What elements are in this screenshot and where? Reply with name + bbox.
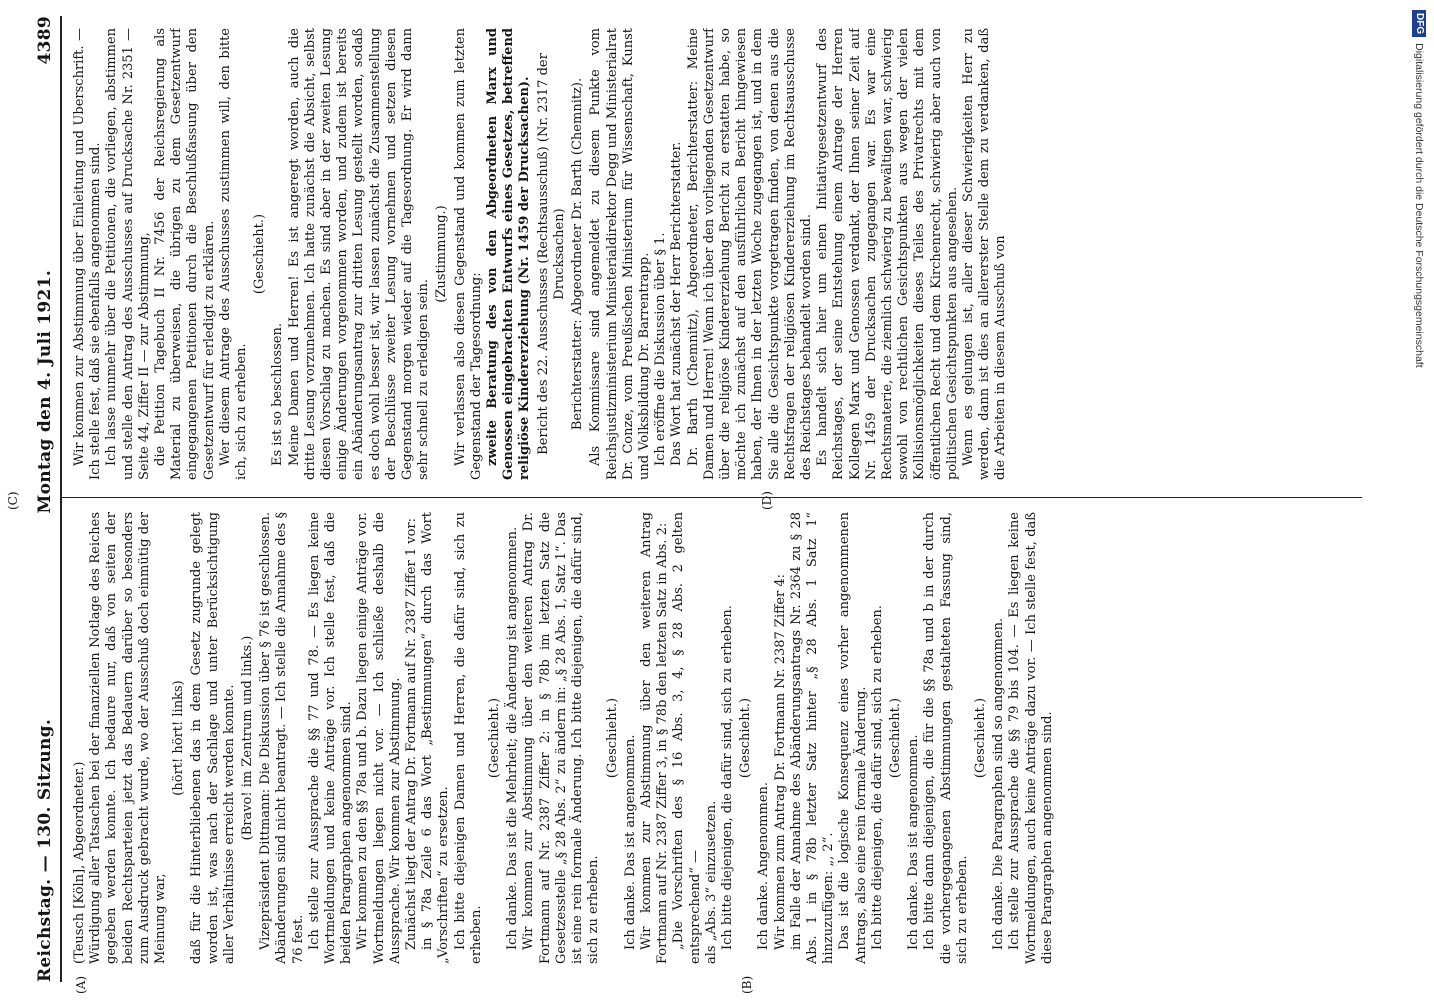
header-date: Montag den 4. Juli 1921. [35, 269, 55, 514]
paragraph: Ich danke. Das ist angenommen. [906, 734, 922, 950]
margin-marker-d: (D) [760, 491, 774, 510]
column-divider [62, 497, 1362, 498]
agenda-item: zweite Beratung des von den Abgeordneten Marx und Genossen eingebrachten Entwurfs eines Gesetzes, betreffend religiöse Kindererziehung (Nr. 1459 der Drucksachen). [485, 28, 533, 480]
paragraph: Ich danke. Das ist angenommen. [622, 734, 638, 950]
paragraph: Wir kommen zur Abstimmung über den weiteren Antrag Fortmann auf Nr. 2387 Ziffer 3, in § 78b den letzten Satz in Abs. 2: [638, 512, 671, 964]
interjection: (Geschieht.) [604, 697, 620, 779]
paragraph: Wer diesem Antrage des Ausschusses zustimmen will, den bitte ich, sich zu erheben. [217, 28, 250, 480]
paragraph: Zunächst liegt der Antrag Dr. Fortmann auf Nr. 2387 Ziffer 1 vor: [404, 517, 420, 950]
paragraph: daß für die Hinterbliebenen das in dem Gesetz zugrunde gelegt worden ist, was nach der Sachlage und unter Berücksichtigung aller Verhältnisse erreicht werden konnte. [189, 512, 237, 964]
paragraph: im Falle der Annahme des Abänderungsantrags Nr. 2364 zu § 28 Abs. 1 in § 78b letzter Satz hinter „§ 28 Abs. 1 Satz 1“ hinzuzufügen: „, 2“. [788, 512, 837, 964]
paragraph: Wir kommen zum Antrag Dr. Fortmann Nr. 2387 Ziffer 4: [772, 573, 788, 950]
paragraph: Ich bitte diejenigen, die dafür sind, sich zu erheben. [869, 605, 885, 950]
margin-marker-a: (A) [74, 975, 88, 994]
dfg-watermark-text [1408, 10, 1430, 990]
agenda-report: Bericht des 22. Ausschusses (Rechtsausschuß) (Nr. 2317 der Drucksachen) [535, 53, 567, 455]
paragraph: als „Abs. 3“ einzusetzen. [703, 800, 719, 964]
header-page-number: 4389 [35, 16, 55, 65]
paragraph: Es handelt sich hier um einen Initiativgesetzentwurf des Reichstages, der seine Entstehung einem Antrage der Herren Kollegen Marx und Genossen verdankt, der Ihnen seiner Zeit auf Nr. 1459 der Drucksachen zugegangen war. Es war eine Rechtsmaterie, die ziemlich schwierig zu bewältigen war, schwierig sowohl von rechtlichen Gesichtspunkten aus wegen der vielen Kollisionsmöglichkeiten dieses Teiles des Privatrechts mit dem öffentlichen Recht und dem Kirchenrecht, schwierig aber auch von politischen Gesichtspunkten aus angesehen. [815, 28, 960, 480]
interjection: (hört! hört! links) [171, 680, 187, 796]
paragraph: Wir kommen zur Abstimmung über Einleitung und Überschrift. — Ich stelle fest, daß sie ebenfalls angenommen sind. [72, 28, 104, 480]
margin-marker-b: (B) [740, 975, 754, 994]
interjection: (Geschieht.) [887, 697, 903, 779]
paragraph: Ich danke. Angenommen. [756, 781, 772, 950]
header-session: Reichstag. — 130. Sitzung. [35, 718, 55, 982]
paragraph: Ich stelle zur Aussprache die §§ 77 und 78. — Es liegen keine Wortmeldungen und keine Anträge vor. Ich stelle fest, daß die beiden Paragraphen angenommen sind. [306, 512, 355, 964]
dfg-logo: DFG [1412, 10, 1426, 37]
margin-marker-c: (C) [6, 491, 20, 510]
paragraph: Ich danke. Das ist die Mehrheit; die Änderung ist angenommen. [505, 526, 521, 950]
paragraph: Würdigung aller Tatsachen bei der finanziellen Notlage des Reiches gegeben werden konnte. Ich bedaure nur, daß von seiten der beiden Rechtsparteien jetzt das Bedauern darüber so besonders zum Ausdruck gebracht wurde, wo der Ausschuß doch einmütig der Meinung war, [88, 512, 169, 964]
paragraph: Es ist so beschlossen. [270, 323, 286, 466]
paragraph: „Die Vorschriften des § 16 Abs. 3, 4, § 28 Abs. 2 gelten entsprechend“ — [671, 512, 703, 964]
interjection: (Bravo! im Zentrum und links.) [240, 635, 256, 841]
paragraph: Wir verlassen also diesen Gegenstand und kommen zum letzten Gegenstand der Tagesordnung: [452, 28, 484, 480]
interjection: (Geschieht.) [487, 697, 503, 779]
paragraph: Meine Damen und Herren! Es ist angeregt worden, auch die dritte Lesung vorzunehmen. Ich hatte zunächst die Absicht, selbst diesen Vorschlag zu machen. Es sind aber in der zweiten Lesung einige Änderungen vorgenommen worden, und zudem ist bereits ein Abänderungsantrag zur dritten Lesung gestellt worden, sodaß es doch wohl besser ist, wir lassen zunächst die Zusammenstellung der Beschlüsse zweiter Lesung vornehmen und setzen diesen Gegenstand morgen wieder auf die Tagesordnung. Er wird dann sehr schnell zu erledigen sein. [286, 28, 432, 480]
interjection: (Geschieht.) [252, 213, 268, 295]
paragraph: in § 78a Zeile 6 das Wort „Bestimmungen“ durch das Wort „Vorschriften“ zu ersetzen. [420, 512, 452, 964]
paragraph: Wir kommen zur Abstimmung über den weiteren Antrag Dr. Fortmann auf Nr. 2387 Ziffer 2: in § 78b im letzten Satz die Gesetzesstelle „§ 28 Abs. 2“ zu ändern in: „§ 28 Abs. 1, Satz 1“. Das ist eine rein formale Änderung. Ich bitte diejenigen, die dafür sind, sich zu erheben. [521, 512, 602, 964]
paragraph: Ich danke. Die Paragraphen sind so angenommen. [991, 617, 1007, 950]
paragraph: Das Wort hat zunächst der Herr Berichterstatter. [669, 141, 685, 466]
paragraph: Ich stelle zur Aussprache die §§ 79 bis 104. — Es liegen keine Wortmeldungen, auch keine Anträge dazu vor. — Ich stelle fest, daß diese Paragraphen angenommen sind. [1007, 512, 1055, 964]
paragraph: Ich lasse nunmehr über die Petitionen, die vorliegen, abstimmen und stelle den Antrag des Ausschusses auf Drucksache Nr. 2351 — Seite 44, Ziffer II — zur Abstimmung, [104, 28, 152, 480]
paragraph: Ich bitte diejenigen, die dafür sind, sich zu erheben. [719, 605, 735, 950]
rapporteur: Berichterstatter: Abgeordneter Dr. Barth (Chemnitz). [570, 77, 586, 431]
paragraph: Ich bitte dann diejenigen, die für die §§ 78a und b in der durch die vorhergegangenen Abstimmungen gestalteten Fassung sind, sich zu erheben. [922, 512, 970, 964]
dfg-credit: Digitalisierung gefördert durch die Deutsche Forschungsgemeinschaft [1413, 43, 1425, 368]
dfg-watermark [1408, 10, 1430, 990]
interjection: (Zustimmung.) [434, 205, 450, 303]
speaker-note: (Teusch [Köln], Abgeordneter.) [72, 761, 87, 964]
paragraph: Vizepräsident Dittmann: Die Diskussion über § 76 ist geschlossen. Abänderungen sind nicht beantragt. — Ich stelle die Annahme des § 76 fest. [258, 512, 306, 964]
paragraph: Wir kommen zu den §§ 78a und b. Dazu liegen einige Anträge vor. Wortmeldungen liegen nicht vor. — Ich schließe deshalb die Aussprache. Wir kommen zur Abstimmung. [355, 512, 403, 964]
paragraph: die Petition Tagebuch II Nr. 7456 der Reichsregierung als Material zu überweisen, die übrigen zu dem Gesetzentwurf eingegangenen Petitionen durch die Beschlußfassung über den Gesetzentwurf für erledigt zu erklären. [153, 28, 217, 480]
interjection: (Geschieht.) [972, 697, 988, 779]
header-rule [60, 16, 62, 982]
paragraph: Das ist die logische Konsequenz eines vorher angenommenen Antrags, also eine rein formale Änderung. [837, 512, 869, 964]
left-column [72, 512, 1352, 964]
paragraph: Ich bitte diejenigen Damen und Herren, die dafür sind, sich zu erheben. [452, 512, 484, 964]
page-header [32, 16, 58, 982]
interjection: (Geschieht.) [738, 697, 754, 779]
paragraph: Als Kommissare sind angemeldet zu diesem Punkte vom Reichsjustizministerium Ministerialdirektor Degg und Ministerialrat Dr. Conze, vom Preußischen Ministerium für Wissenschaft, Kunst und Volksbildung Dr. Barrentrapp. [588, 28, 652, 480]
paragraph: Wenn es gelungen ist, aller dieser Schwierigkeiten Herr zu werden, dann ist dies an allererster Stelle dem zu verdanken, daß die Arbeiten in diesem Ausschuß von [960, 28, 1009, 480]
right-column [72, 28, 1352, 480]
paragraph: Dr. Barth (Chemnitz), Abgeordneter, Berichterstatter: Meine Damen und Herren! Wenn ich über den vorliegenden Gesetzentwurf über die religiöse Kindererziehung Bericht zu erstatten habe, so möchte ich zunächst auf den ausführlichen Bericht hingewiesen haben, der Ihnen in der letzten Woche zugegangen ist, und in dem Sie alle die Gesichtspunkte vorgetragen finden, von denen aus die Rechtsfragen der religiösen Kindererziehung im Rechtsausschusse des Reichstages behandelt worden sind. [685, 28, 814, 480]
paragraph: Ich eröffne die Diskussion über § 1. [653, 232, 669, 466]
